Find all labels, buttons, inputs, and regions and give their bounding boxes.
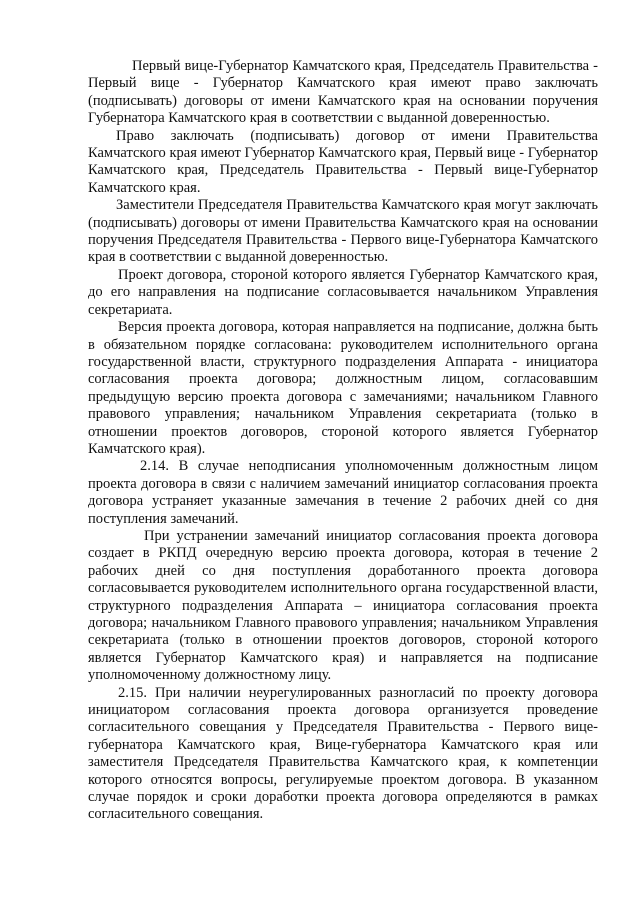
paragraph-remarks-elimination: При устранении замечаний инициатор согласования проекта договора создает в РКПД очередную версию проекта договора, которая в течение 2 рабочих дней со дня поступления доработанного проекта договора согласовывается руководителем исполнительного органа государственной власти, структурного подразделения Аппарата – инициатора согласования проекта договора; начальником Главного правового управления; начальником Управления секретариата (только в отношении проектов договоров, стороной которого является Губернатор Камчатского края) и направляется на подписание уполномоченному должностному лицу. bbox=[88, 527, 598, 684]
paragraph-first-vice-governor: Первый вице-Губернатор Камчатского края, Председатель Правительства - Первый вице - Губернатор Камчатского края имеют право заключать (подписывать) договоры от имени Камчатского края на основании поручения Губернатора Камчатского края в соответствии с выданной доверенностью. bbox=[88, 58, 598, 127]
paragraph-secretariat-approval: Проект договора, стороной которого является Губернатор Камчатского края, до его направления на подписание согласовывается начальником Управления секретариата. bbox=[88, 266, 598, 318]
paragraph-government-signing-right: Право заключать (подписывать) договор от имени Правительства Камчатского края имеют Губернатор Камчатского края, Первый вице - Губернатор Камчатского края, Председатель Правительства - Первый вице-Губернатор Камчатского края. bbox=[88, 127, 598, 196]
paragraph-deputy-chairmen: Заместители Председателя Правительства Камчатского края могут заключать (подписывать) договоры от имени Правительства Камчатского края на основании поручения Председателя Правительства - Первого вице-Губернатора Камчатского края в соответствии с выданной доверенностью. bbox=[88, 197, 598, 266]
document-page bbox=[88, 58, 598, 824]
clause-2-14: 2.14. В случае неподписания уполномоченным должностным лицом проекта договора в связи с наличием замечаний инициатор согласования проекта договора устраняет указанные замечания в течение 2 рабочих дней со дня поступления замечаний. bbox=[88, 458, 598, 527]
paragraph-signing-version-approval: Версия проекта договора, которая направляется на подписание, должна быть в обязательном порядке согласована: руководителем исполнительного органа государственной власти, структурного подразделения Аппарата - инициатора согласования проекта договора; должностным лицом, согласовавшим предыдущую версию проекта договора с замечаниями; начальником Главного правового управления; начальником Управления секретариата (только в отношении проектов договоров, стороной которого является Губернатор Камчатского края). bbox=[88, 319, 598, 457]
clause-2-15: 2.15. При наличии неурегулированных разногласий по проекту договора инициатором согласования проекта договора организуется проведение согласительного совещания у Председателя Правительства - Первого вице-губернатора Камчатского края, Вице-губернатора Камчатского края или заместителя Председателя Правительства Камчатского края, к компетенции которого относятся вопросы, регулируемые проектом договора. В указанном случае порядок и сроки доработки проекта договора определяются в рамках согласительного совещания. bbox=[88, 684, 598, 823]
